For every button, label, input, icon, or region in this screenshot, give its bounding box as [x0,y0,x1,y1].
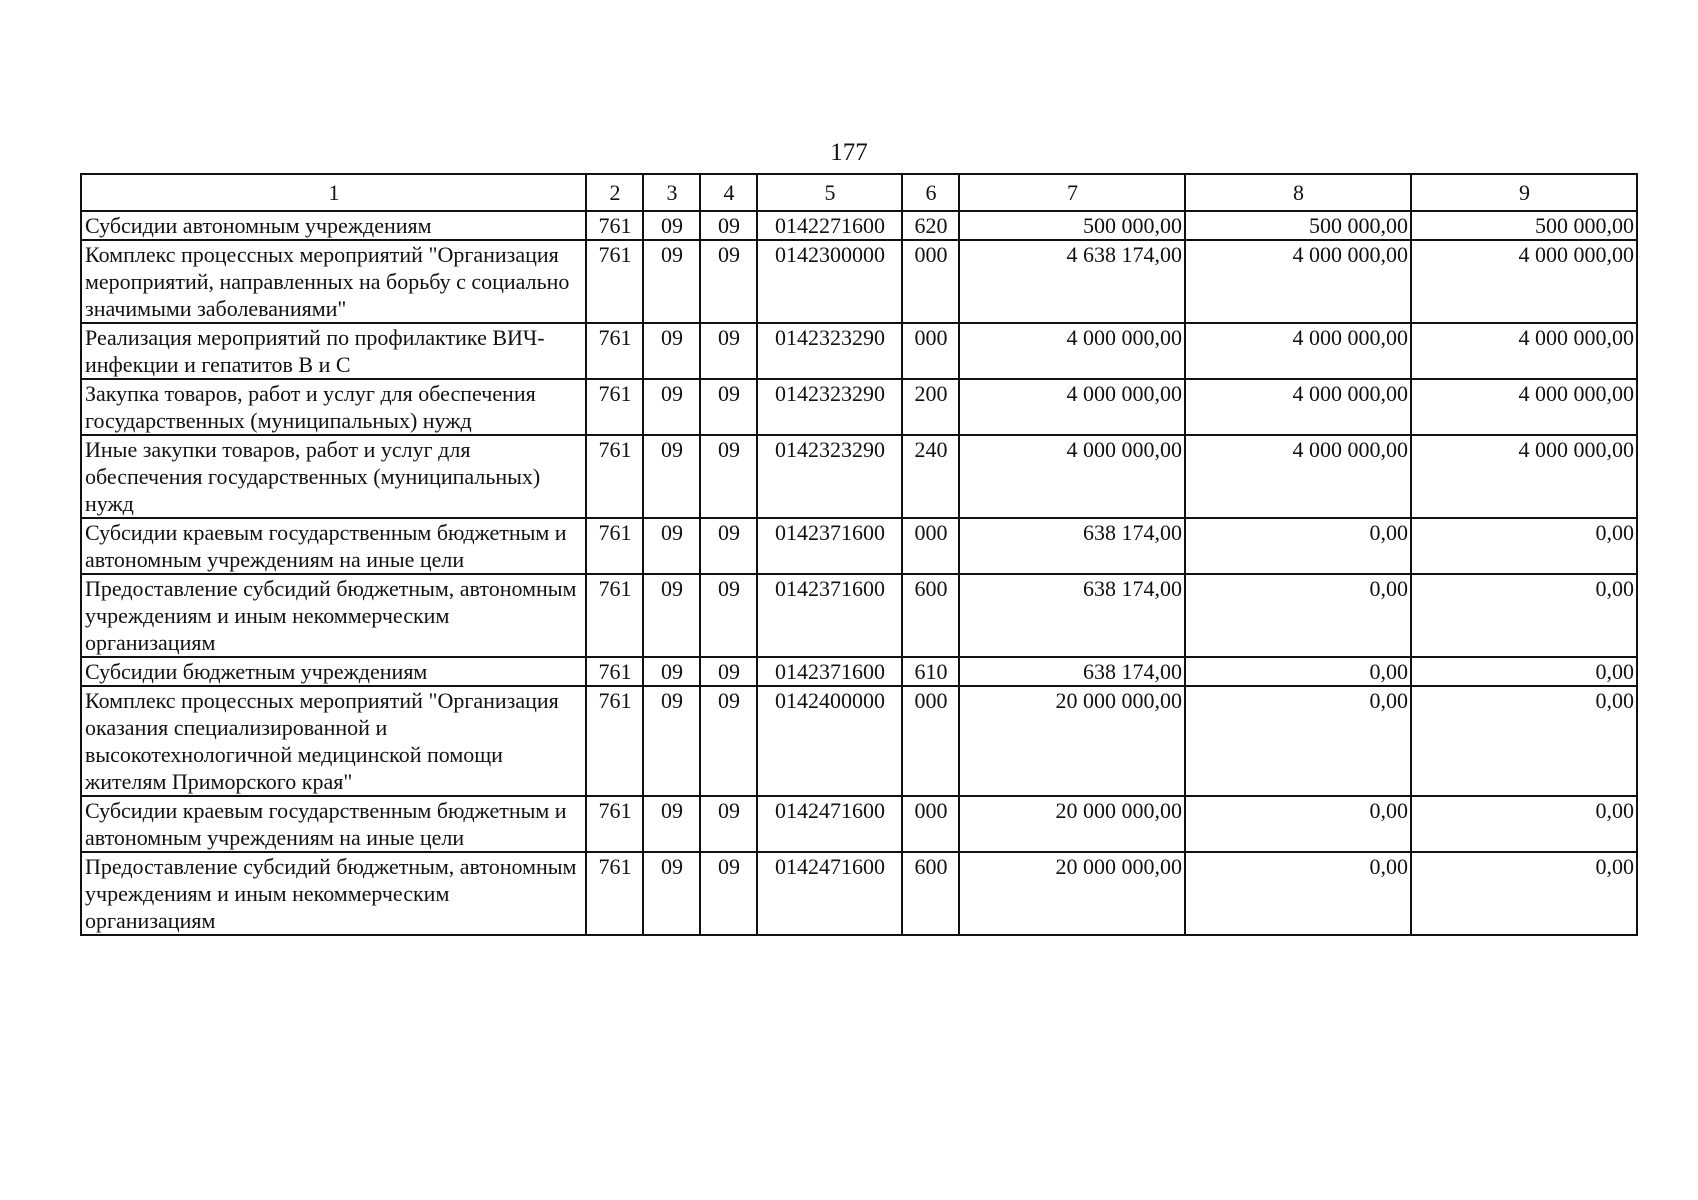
subsection-code: 09 [700,211,757,240]
target-article-code: 0142371600 [757,657,902,686]
table-row [81,435,1637,518]
row-name: Субсидии автономным учреждениям [81,211,586,240]
subsection-code: 09 [700,796,757,852]
section-code: 09 [643,240,700,323]
amount-col-8: 4 000 000,00 [1185,379,1411,435]
subsection-code: 09 [700,518,757,574]
target-article-code: 0142323290 [757,323,902,379]
amount-col-7: 500 000,00 [959,211,1185,240]
expense-type-code: 200 [902,379,959,435]
subsection-code: 09 [700,240,757,323]
amount-col-8: 0,00 [1185,852,1411,935]
expense-type-code: 000 [902,323,959,379]
section-code: 09 [643,323,700,379]
expense-type-code: 000 [902,686,959,796]
expense-type-code: 600 [902,574,959,657]
subsection-code: 09 [700,574,757,657]
header-cell-5: 5 [757,174,902,211]
header-cell-8: 8 [1185,174,1411,211]
table-row [81,379,1637,435]
amount-col-9: 4 000 000,00 [1411,379,1637,435]
row-name: Предоставление субсидий бюджетным, автономным учреждениям и иным некоммерческим организациям [81,852,586,935]
row-name: Субсидии краевым государственным бюджетным и автономным учреждениям на иные цели [81,518,586,574]
subsection-code: 09 [700,435,757,518]
row-name: Закупка товаров, работ и услуг для обеспечения государственных (муниципальных) нужд [81,379,586,435]
header-cell-4: 4 [700,174,757,211]
table-row [81,323,1637,379]
amount-col-7: 4 000 000,00 [959,379,1185,435]
amount-col-9: 0,00 [1411,852,1637,935]
expense-type-code: 000 [902,518,959,574]
section-code: 09 [643,852,700,935]
table-row [81,574,1637,657]
amount-col-8: 500 000,00 [1185,211,1411,240]
table-row [81,852,1637,935]
amount-col-9: 500 000,00 [1411,211,1637,240]
subsection-code: 09 [700,852,757,935]
section-code: 09 [643,211,700,240]
ministry-code: 761 [586,379,643,435]
target-article-code: 0142471600 [757,796,902,852]
amount-col-8: 4 000 000,00 [1185,435,1411,518]
section-code: 09 [643,435,700,518]
expense-type-code: 240 [902,435,959,518]
amount-col-7: 638 174,00 [959,518,1185,574]
expense-type-code: 610 [902,657,959,686]
subsection-code: 09 [700,657,757,686]
ministry-code: 761 [586,686,643,796]
amount-col-9: 0,00 [1411,574,1637,657]
amount-col-8: 0,00 [1185,796,1411,852]
header-row [81,174,1637,211]
amount-col-7: 20 000 000,00 [959,852,1185,935]
amount-col-8: 4 000 000,00 [1185,323,1411,379]
section-code: 09 [643,657,700,686]
ministry-code: 761 [586,435,643,518]
expense-type-code: 620 [902,211,959,240]
table-row [81,211,1637,240]
amount-col-8: 0,00 [1185,657,1411,686]
section-code: 09 [643,379,700,435]
target-article-code: 0142271600 [757,211,902,240]
target-article-code: 0142471600 [757,852,902,935]
expense-type-code: 600 [902,852,959,935]
amount-col-9: 0,00 [1411,796,1637,852]
table-row [81,518,1637,574]
header-cell-2: 2 [586,174,643,211]
row-name: Предоставление субсидий бюджетным, автономным учреждениям и иным некоммерческим организациям [81,574,586,657]
amount-col-8: 4 000 000,00 [1185,240,1411,323]
target-article-code: 0142400000 [757,686,902,796]
ministry-code: 761 [586,574,643,657]
row-name: Реализация мероприятий по профилактике ВИЧ-инфекции и гепатитов В и С [81,323,586,379]
amount-col-9: 0,00 [1411,686,1637,796]
subsection-code: 09 [700,323,757,379]
page-number: 177 [830,139,868,166]
target-article-code: 0142300000 [757,240,902,323]
ministry-code: 761 [586,852,643,935]
amount-col-7: 4 000 000,00 [959,435,1185,518]
row-name: Субсидии краевым государственным бюджетным и автономным учреждениям на иные цели [81,796,586,852]
table-row [81,686,1637,796]
target-article-code: 0142371600 [757,518,902,574]
header-cell-6: 6 [902,174,959,211]
amount-col-7: 638 174,00 [959,657,1185,686]
section-code: 09 [643,518,700,574]
ministry-code: 761 [586,240,643,323]
header-cell-7: 7 [959,174,1185,211]
subsection-code: 09 [700,686,757,796]
section-code: 09 [643,796,700,852]
amount-col-8: 0,00 [1185,518,1411,574]
row-name: Иные закупки товаров, работ и услуг для обеспечения государственных (муниципальных) нужд [81,435,586,518]
section-code: 09 [643,574,700,657]
amount-col-7: 20 000 000,00 [959,686,1185,796]
amount-col-7: 4 000 000,00 [959,323,1185,379]
table-row [81,657,1637,686]
amount-col-8: 0,00 [1185,574,1411,657]
row-name: Субсидии бюджетным учреждениям [81,657,586,686]
ministry-code: 761 [586,211,643,240]
expense-type-code: 000 [902,240,959,323]
section-code: 09 [643,686,700,796]
header-cell-1: 1 [81,174,586,211]
header-cell-3: 3 [643,174,700,211]
row-name: Комплекс процессных мероприятий "Организация оказания специализированной и высокотехнологичной медицинской помощи жителям Приморского края" [81,686,586,796]
ministry-code: 761 [586,796,643,852]
amount-col-7: 4 638 174,00 [959,240,1185,323]
amount-col-9: 4 000 000,00 [1411,240,1637,323]
table-row [81,240,1637,323]
amount-col-7: 20 000 000,00 [959,796,1185,852]
expense-type-code: 000 [902,796,959,852]
table-row [81,796,1637,852]
subsection-code: 09 [700,379,757,435]
amount-col-8: 0,00 [1185,686,1411,796]
amount-col-9: 4 000 000,00 [1411,323,1637,379]
amount-col-9: 0,00 [1411,657,1637,686]
amount-col-9: 0,00 [1411,518,1637,574]
amount-col-9: 4 000 000,00 [1411,435,1637,518]
ministry-code: 761 [586,323,643,379]
row-name: Комплекс процессных мероприятий "Организация мероприятий, направленных на борьбу с социально значимыми заболеваниями" [81,240,586,323]
target-article-code: 0142323290 [757,435,902,518]
target-article-code: 0142323290 [757,379,902,435]
target-article-code: 0142371600 [757,574,902,657]
amount-col-7: 638 174,00 [959,574,1185,657]
ministry-code: 761 [586,657,643,686]
budget-table [80,173,1638,936]
header-cell-9: 9 [1411,174,1637,211]
ministry-code: 761 [586,518,643,574]
